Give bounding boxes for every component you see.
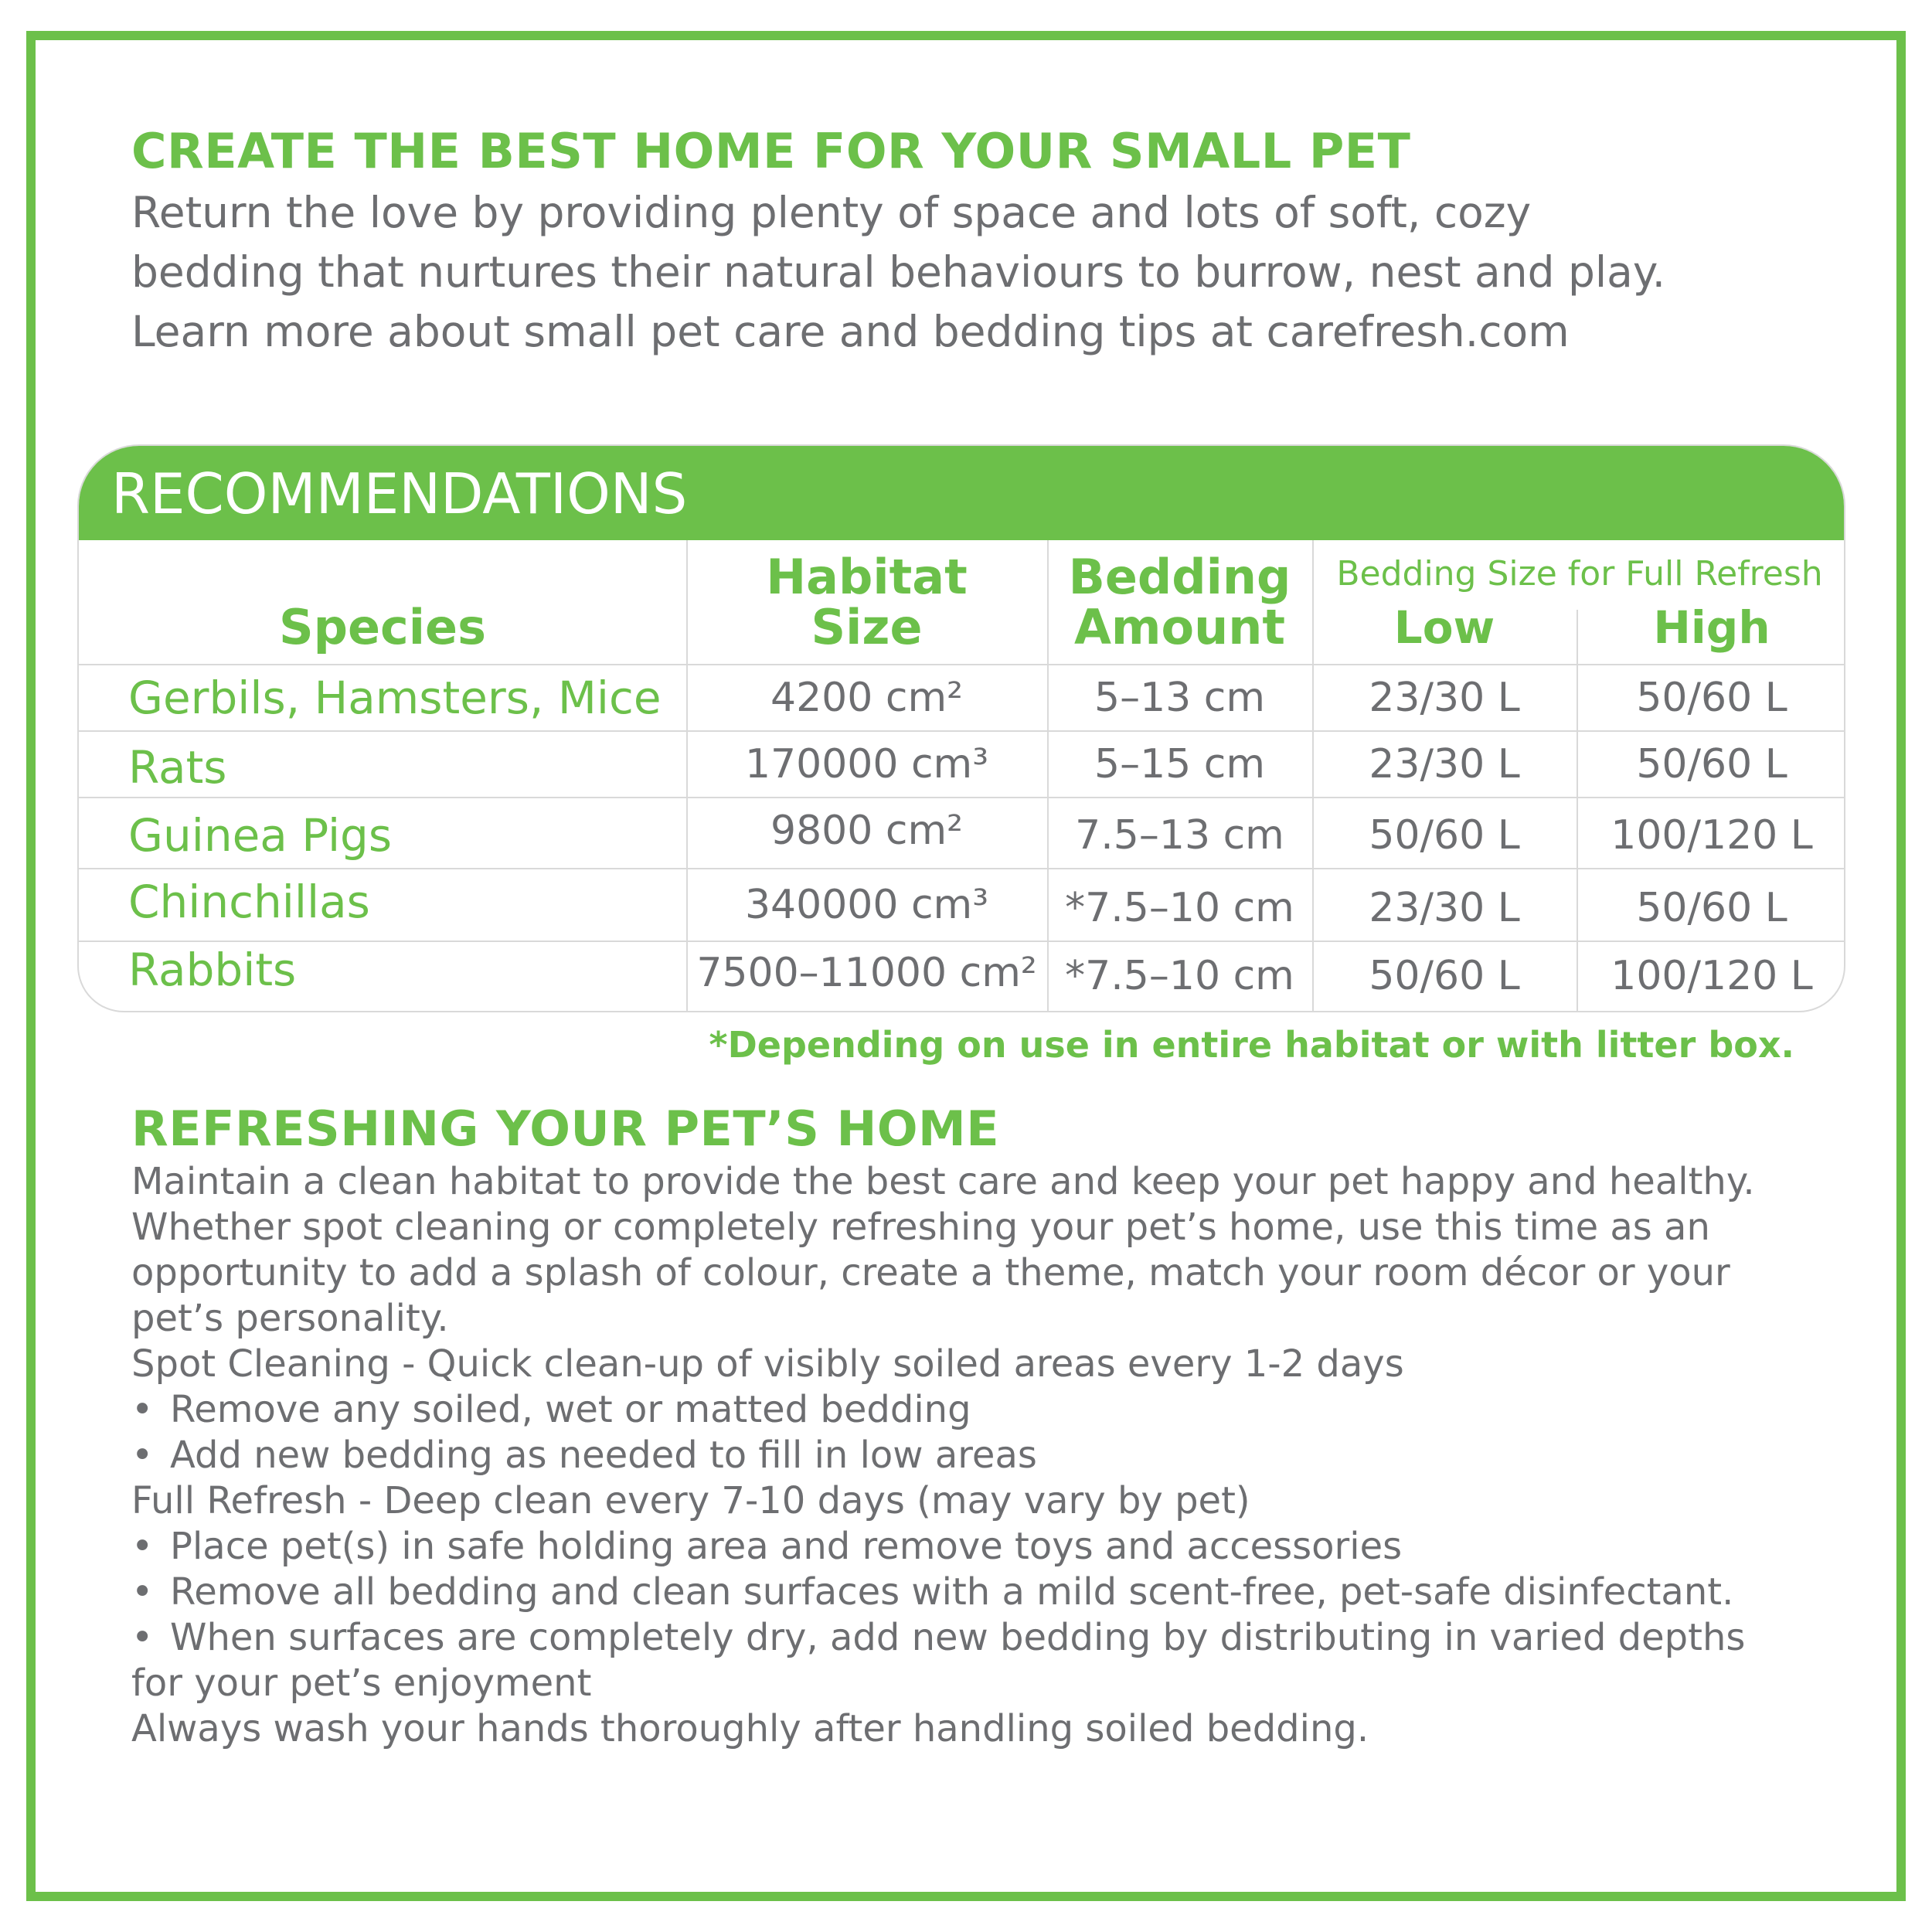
list-item — [131, 1524, 1839, 1570]
habitat-cell: 340000 cm³ — [744, 882, 989, 928]
recommendations-title: RECOMMENDATIONS — [111, 461, 688, 526]
high-cell: 100/120 L — [1611, 812, 1813, 859]
high-cell: 50/60 L — [1636, 741, 1787, 787]
bedding-cell: *7.5–10 cm — [1065, 885, 1294, 931]
bullet-icon: • — [131, 1570, 154, 1614]
list-item — [131, 1387, 1839, 1433]
intro-line: Return the love by providing plenty of space and lots of soft, cozy — [131, 188, 1532, 237]
low-cell: 50/60 L — [1369, 812, 1520, 859]
high-cell: 50/60 L — [1636, 675, 1787, 721]
refreshing-intro-line: opportunity to add a splash of colour, create a theme, match your room décor or your — [131, 1251, 1730, 1294]
header-bedding-line2: Amount — [1073, 599, 1286, 656]
low-cell: 23/30 L — [1369, 741, 1520, 787]
species-cell: Guinea Pigs — [128, 809, 393, 862]
habitat-cell: 9800 cm² — [770, 808, 963, 854]
species-cell: Gerbils, Hamsters, Mice — [128, 672, 662, 724]
list-item-text: Remove all bedding and clean surfaces with a mild scent-free, pet-safe disinfectant. — [170, 1570, 1734, 1614]
refreshing-intro-line: pet’s personality. — [131, 1297, 449, 1340]
bullet-icon: • — [131, 1616, 154, 1659]
header-refresh-group: Bedding Size for Full Refresh — [1336, 554, 1823, 594]
closing-note: Always wash your hands thoroughly after handling soiled bedding. — [131, 1707, 1369, 1750]
habitat-cell: 4200 cm² — [770, 675, 963, 721]
list-item-continuation: for your pet’s enjoyment — [131, 1662, 592, 1705]
header-species: Species — [278, 599, 487, 655]
bedding-cell: 5–13 cm — [1094, 675, 1266, 721]
header-bedding-line1: Bedding — [1068, 549, 1291, 605]
list-item-text: Remove any soiled, wet or matted bedding — [170, 1388, 971, 1431]
header-habitat-size — [686, 549, 1047, 656]
full-refresh-title: Full Refresh - Deep clean every 7-10 days (may vary by pet) — [131, 1479, 1250, 1522]
list-item — [131, 1615, 1839, 1661]
habitat-cell: 7500–11000 cm² — [696, 950, 1037, 996]
refreshing-intro-line: Whether spot cleaning or completely refreshing your pet’s home, use this time as an — [131, 1206, 1710, 1249]
list-item — [131, 1433, 1839, 1478]
intro-line: bedding that nurtures their natural behaviours to burrow, nest and play. — [131, 247, 1666, 297]
high-cell: 100/120 L — [1611, 953, 1813, 999]
bedding-cell: 7.5–13 cm — [1075, 812, 1284, 859]
refreshing-body — [131, 1159, 1839, 1752]
header-habitat-line2: Size — [811, 599, 923, 656]
header-low: Low — [1393, 601, 1495, 654]
intro-heading: CREATE THE BEST HOME FOR YOUR SMALL PET — [131, 123, 1411, 179]
low-cell: 50/60 L — [1369, 953, 1520, 999]
list-item-text: When surfaces are completely dry, add new bedding by distributing in varied depths — [170, 1616, 1746, 1659]
bullet-icon: • — [131, 1434, 154, 1477]
intro-paragraph — [131, 183, 1832, 362]
species-cell: Rats — [128, 741, 227, 794]
bullet-icon: • — [131, 1525, 154, 1568]
bedding-cell: *7.5–10 cm — [1065, 953, 1294, 999]
species-cell: Chinchillas — [128, 876, 370, 928]
low-cell: 23/30 L — [1369, 885, 1520, 931]
header-habitat-line1: Habitat — [766, 549, 968, 605]
intro-line: Learn more about small pet care and bedding tips at carefresh.com — [131, 307, 1570, 356]
list-item-text: Add new bedding as needed to fill in low areas — [170, 1434, 1037, 1477]
table-footnote: *Depending on use in entire habitat or with litter box. — [709, 1024, 1794, 1066]
bedding-cell: 5–15 cm — [1094, 741, 1266, 787]
refreshing-intro-line: Maintain a clean habitat to provide the best care and keep your pet happy and healthy. — [131, 1160, 1755, 1203]
bullet-icon: • — [131, 1388, 154, 1431]
header-bedding-amount — [1047, 549, 1312, 656]
habitat-cell: 170000 cm³ — [744, 741, 989, 787]
header-high: High — [1653, 601, 1770, 654]
high-cell: 50/60 L — [1636, 885, 1787, 931]
recommendations-table — [77, 444, 1845, 1012]
species-cell: Rabbits — [128, 944, 297, 996]
list-item-text: Place pet(s) in safe holding area and remove toys and accessories — [170, 1525, 1403, 1568]
low-cell: 23/30 L — [1369, 675, 1520, 721]
spot-cleaning-title: Spot Cleaning - Quick clean-up of visibly soiled areas every 1-2 days — [131, 1342, 1404, 1386]
refreshing-heading: REFRESHING YOUR PET’S HOME — [131, 1100, 1000, 1157]
list-item — [131, 1570, 1839, 1615]
